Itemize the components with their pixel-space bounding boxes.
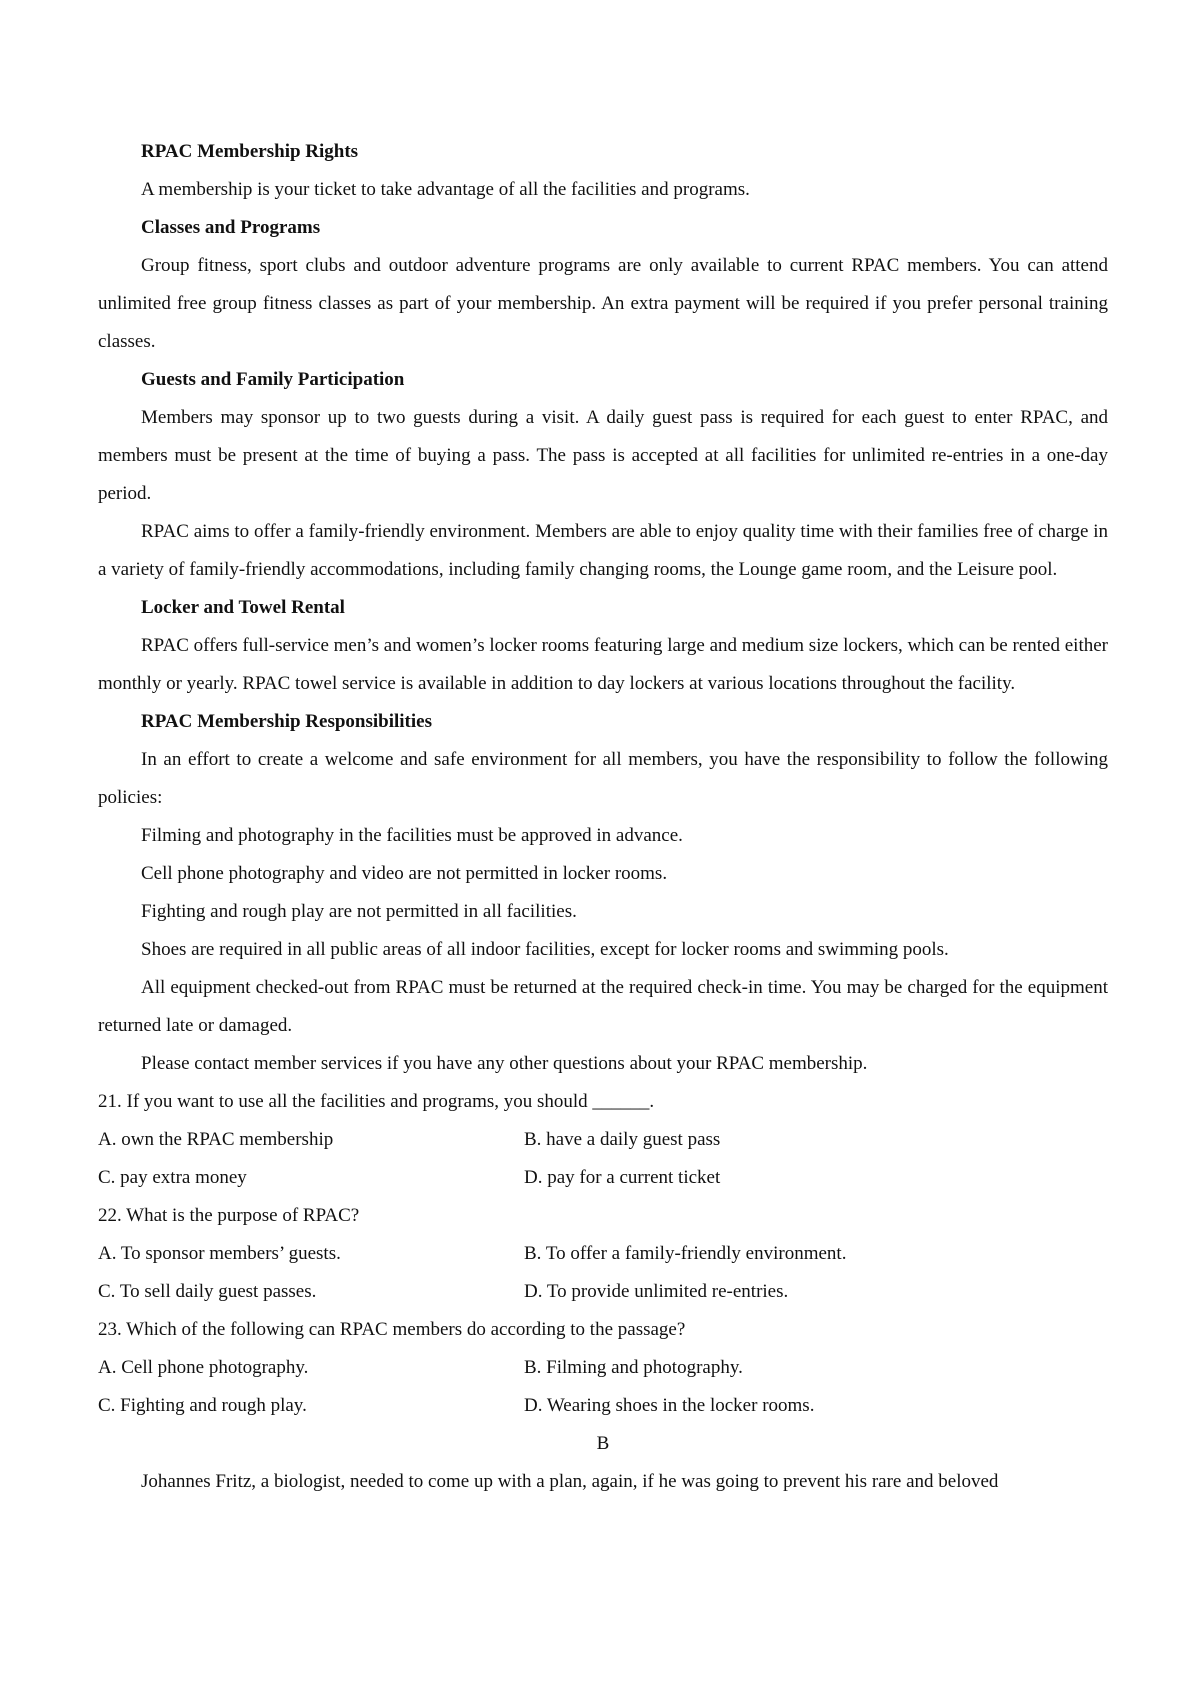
paragraph-equipment: All equipment checked-out from RPAC must be returned at the required check-in time. You may be charged for the equipment returned late or damaged. (98, 977, 1108, 1036)
heading-membership-rights: RPAC Membership Rights (141, 141, 359, 162)
option-row (98, 1159, 1108, 1197)
paragraph-classes: Group fitness, sport clubs and outdoor adventure programs are only available to current RPAC members. You can attend unlimited free group fitness classes as part of your membership. An extra payment will be required if you prefer personal training classes. (98, 255, 1108, 352)
paragraph-guests: Members may sponsor up to two guests during a visit. A daily guest pass is required for each guest to enter RPAC, and members must be present at the time of buying a pass. The pass is accepted at all facilities for unlimited re-entries in a one-day period. (98, 407, 1108, 504)
answer-option: D. Wearing shoes in the locker rooms. (524, 1395, 815, 1416)
policy-item: Shoes are required in all public areas of all indoor facilities, except for locker rooms and swimming pools. (141, 939, 949, 960)
question-stem: 22. What is the purpose of RPAC? (98, 1205, 360, 1226)
answer-option: C. Fighting and rough play. (98, 1395, 307, 1416)
option-row (98, 1273, 1108, 1311)
paragraph-family: RPAC aims to offer a family-friendly environment. Members are able to enjoy quality time with their families free of charge in a variety of family-friendly accommodations, including family changing rooms, the Lounge game room, and the Leisure pool. (98, 521, 1108, 580)
paragraph-responsibilities: In an effort to create a welcome and safe environment for all members, you have the responsibility to follow the following policies: (98, 749, 1108, 808)
heading-locker-towel: Locker and Towel Rental (141, 597, 345, 618)
option-row (98, 1387, 1108, 1425)
answer-option: B. have a daily guest pass (524, 1129, 721, 1150)
answer-option: B. Filming and photography. (524, 1357, 743, 1378)
section-b-first-line: Johannes Fritz, a biologist, needed to come up with a plan, again, if he was going to prevent his rare and beloved (141, 1471, 999, 1492)
answer-option: A. own the RPAC membership (98, 1129, 334, 1150)
option-row (98, 1121, 1108, 1159)
heading-responsibilities: RPAC Membership Responsibilities (141, 711, 432, 732)
answer-option: B. To offer a family-friendly environment. (524, 1243, 847, 1264)
policy-item: Fighting and rough play are not permitted in all facilities. (141, 901, 577, 922)
paragraph-rights: A membership is your ticket to take advantage of all the facilities and programs. (141, 179, 750, 200)
section-b-label: B (596, 1433, 610, 1454)
policy-item: Filming and photography in the facilities must be approved in advance. (141, 825, 683, 846)
heading-guests-family: Guests and Family Participation (141, 369, 405, 390)
answer-option: D. To provide unlimited re-entries. (524, 1281, 789, 1302)
paragraph-contact: Please contact member services if you have any other questions about your RPAC membership. (141, 1053, 868, 1074)
question-stem: 21. If you want to use all the facilities and programs, you should ______. (98, 1091, 655, 1112)
option-row (98, 1349, 1108, 1387)
answer-option: C. To sell daily guest passes. (98, 1281, 317, 1302)
answer-option: A. Cell phone photography. (98, 1357, 309, 1378)
page-content (98, 133, 1108, 1501)
paragraph-locker: RPAC offers full-service men’s and women’s locker rooms featuring large and medium size lockers, which can be rented either monthly or yearly. RPAC towel service is available in addition to day lockers at various locations throughout the facility. (98, 635, 1108, 694)
answer-option: C. pay extra money (98, 1167, 247, 1188)
answer-option: A. To sponsor members’ guests. (98, 1243, 341, 1264)
option-row (98, 1235, 1108, 1273)
policy-item: Cell phone photography and video are not permitted in locker rooms. (141, 863, 668, 884)
question-stem: 23. Which of the following can RPAC members do according to the passage? (98, 1319, 686, 1340)
answer-option: D. pay for a current ticket (524, 1167, 721, 1188)
heading-classes-programs: Classes and Programs (141, 217, 321, 238)
